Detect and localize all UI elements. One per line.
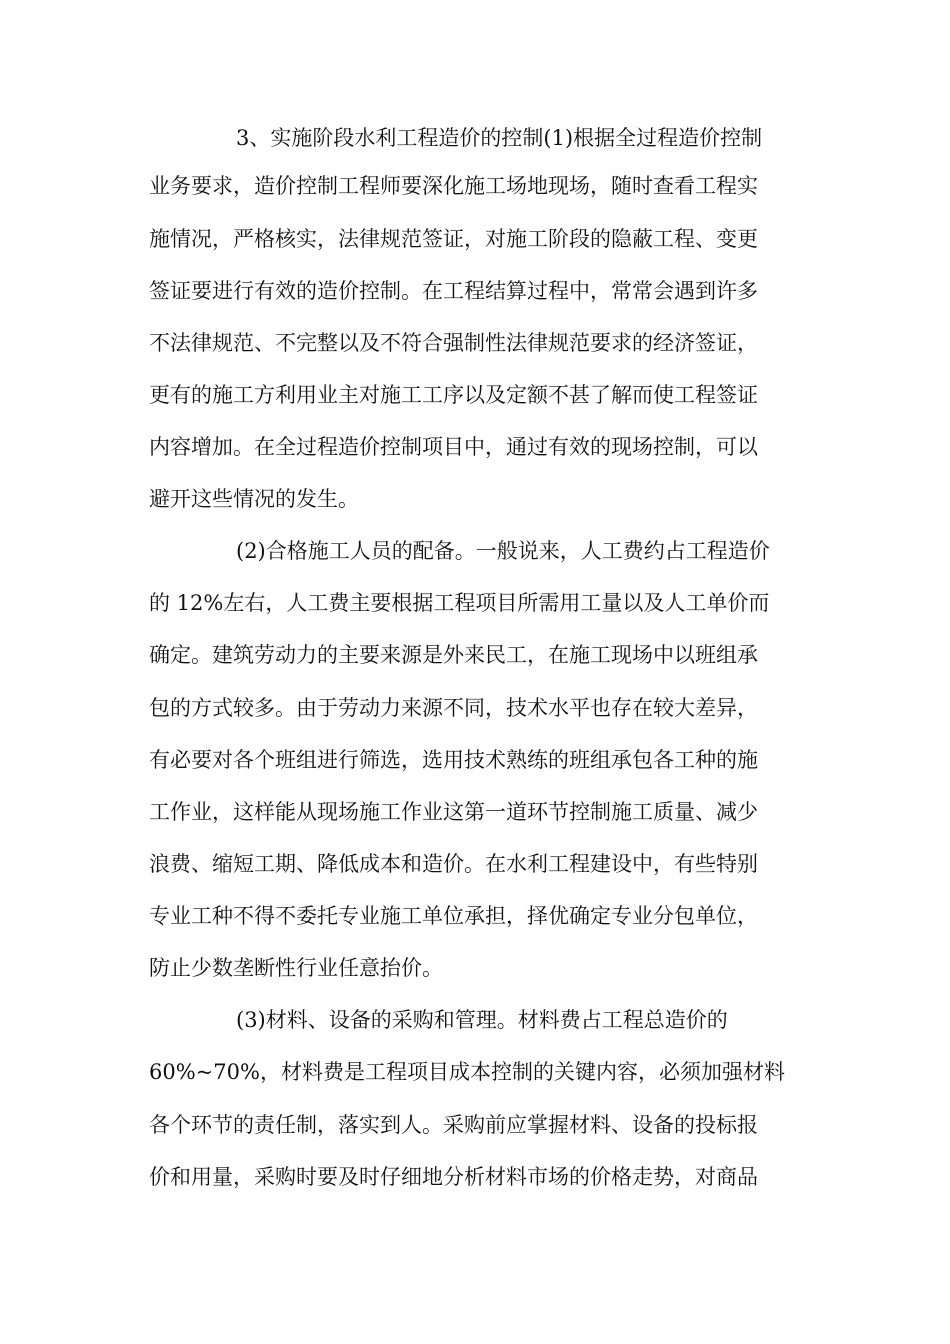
paragraph-2-line-8: 专业工种不得不委托专业施工单位承担，择优确定专业分包单位， bbox=[149, 904, 758, 928]
paragraph-2-line-6: 工作业，这样能从现场施工作业这第一道环节控制施工质量、减少 bbox=[149, 800, 758, 824]
paragraph-2-line-2: 的 12%左右，人工费主要根据工程项目所需用工量以及人工单价而 bbox=[149, 591, 770, 615]
paragraph-1-line-5: 不法律规范、不完整以及不符合强制性法律规范要求的经济签证， bbox=[149, 331, 758, 355]
paragraph-1-line-8: 避开这些情况的发生。 bbox=[149, 487, 359, 511]
paragraph-2-line-3: 确定。建筑劳动力的主要来源是外来民工，在施工现场中以班组承 bbox=[149, 643, 758, 667]
paragraph-2-line-1: (2)合格施工人员的配备。一般说来，人工费约占工程造价 bbox=[236, 539, 770, 563]
paragraph-2-line-7: 浪费、缩短工期、降低成本和造价。在水利工程建设中，有些特别 bbox=[149, 852, 758, 876]
paragraph-1-line-4: 签证要进行有效的造价控制。在工程结算过程中，常常会遇到许多 bbox=[149, 279, 758, 303]
paragraph-3-line-4: 价和用量，采购时要及时仔细地分析材料市场的价格走势，对商品 bbox=[149, 1165, 758, 1189]
paragraph-3-line-2: 60%~70%，材料费是工程项目成本控制的关键内容，必须加强材料 bbox=[149, 1060, 785, 1084]
paragraph-3-line-3: 各个环节的责任制，落实到人。采购前应掌握材料、设备的投标报 bbox=[149, 1113, 758, 1137]
paragraph-1-line-3: 施情况，严格核实，法律规范签证，对施工阶段的隐蔽工程、变更 bbox=[149, 227, 758, 251]
paragraph-1-line-1: 3、实施阶段水利工程造价的控制(1)根据全过程造价控制 bbox=[236, 126, 763, 150]
paragraph-1-line-6: 更有的施工方利用业主对施工工序以及定额不甚了解而使工程签证 bbox=[149, 383, 758, 407]
paragraph-1-line-2: 业务要求，造价控制工程师要深化施工场地现场，随时查看工程实 bbox=[149, 174, 758, 198]
paragraph-2-line-9: 防止少数垄断性行业任意抬价。 bbox=[149, 956, 443, 980]
paragraph-3-line-1: (3)材料、设备的采购和管理。材料费占工程总造价的 bbox=[236, 1008, 728, 1032]
paragraph-2-line-4: 包的方式较多。由于劳动力来源不同，技术水平也存在较大差异， bbox=[149, 696, 758, 720]
paragraph-1-line-7: 内容增加。在全过程造价控制项目中，通过有效的现场控制，可以 bbox=[149, 435, 758, 459]
paragraph-2-line-5: 有必要对各个班组进行筛选，选用技术熟练的班组承包各工种的施 bbox=[149, 748, 758, 772]
